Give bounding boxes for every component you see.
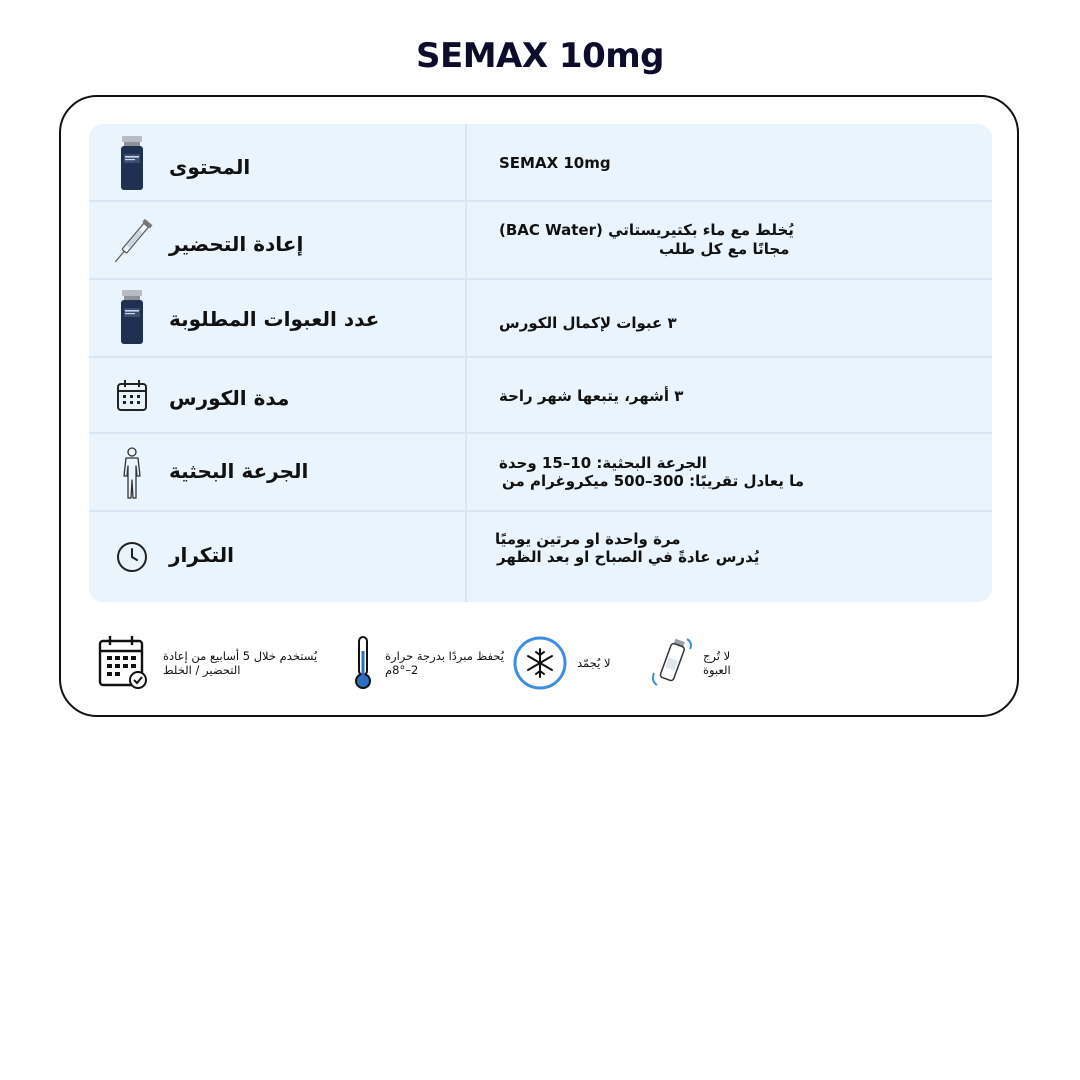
table-row-research-dose	[89, 434, 992, 512]
page-title: SEMAX 10mg	[416, 36, 664, 76]
footer-storage-temperature	[349, 635, 504, 693]
snowflake-icon	[513, 636, 567, 690]
footer-usage-window	[97, 635, 327, 693]
row-value-line: ٣ عبوات لإكمال الكورس	[499, 314, 677, 332]
footer-text: 2–8°م	[385, 663, 419, 677]
table-row-content	[89, 124, 992, 202]
row-value-line: ما يعادل تقريبًا: 300–500 ميكروغرام من	[502, 472, 805, 490]
table-row-vial-count	[89, 280, 992, 358]
table-row-frequency	[89, 512, 992, 602]
row-label: المحتوى	[169, 155, 251, 179]
calendar-icon	[109, 370, 155, 426]
row-label: التكرار	[169, 543, 234, 567]
row-value-line: (BAC Water) يُخلط مع ماء بكتيريستاتي	[499, 221, 794, 239]
row-value-line: SEMAX 10mg	[499, 154, 611, 172]
clock-icon	[109, 529, 155, 585]
footer-do-not-shake	[649, 635, 769, 693]
footer-text: العبوة	[703, 663, 731, 677]
row-label: إعادة التحضير	[169, 232, 304, 256]
info-table	[89, 124, 992, 602]
row-value-line: يُدرس عادةً في الصباح او بعد الظهر	[497, 548, 760, 566]
footer-text: لا تُرج	[703, 649, 731, 663]
footer-text: لا يُجمّد	[577, 656, 611, 670]
thermometer-icon	[349, 635, 377, 691]
row-value-line: مجانًا مع كل طلب	[659, 240, 790, 258]
footer-text: يُستخدم خلال 5 أسابيع من إعادة	[163, 649, 318, 663]
table-row-reconstitution	[89, 202, 992, 280]
row-value-line: مرة واحدة او مرتين يوميًا	[495, 530, 681, 548]
row-value-line: ٣ أشهر، يتبعها شهر راحة	[499, 387, 684, 405]
no-shake-vial-icon	[649, 635, 695, 691]
row-label: عدد العبوات المطلوبة	[169, 307, 380, 331]
calendar-check-icon	[97, 635, 149, 691]
table-row-course-duration	[89, 358, 992, 434]
human-figure-icon	[109, 446, 155, 502]
footer-text: التحضير / الخلط	[163, 663, 241, 677]
vial-icon	[109, 290, 155, 346]
row-label: مدة الكورس	[169, 386, 290, 410]
info-card	[59, 95, 1019, 717]
footer-text: يُحفظ مبردًا بدرجة حرارة	[385, 649, 504, 663]
vial-icon	[109, 136, 155, 192]
row-label: الجرعة البحثية	[169, 459, 309, 483]
row-value-line: الجرعة البحثية: 10–15 وحدة	[499, 454, 707, 472]
syringe-icon	[109, 214, 155, 270]
footer-no-freeze	[513, 635, 623, 693]
